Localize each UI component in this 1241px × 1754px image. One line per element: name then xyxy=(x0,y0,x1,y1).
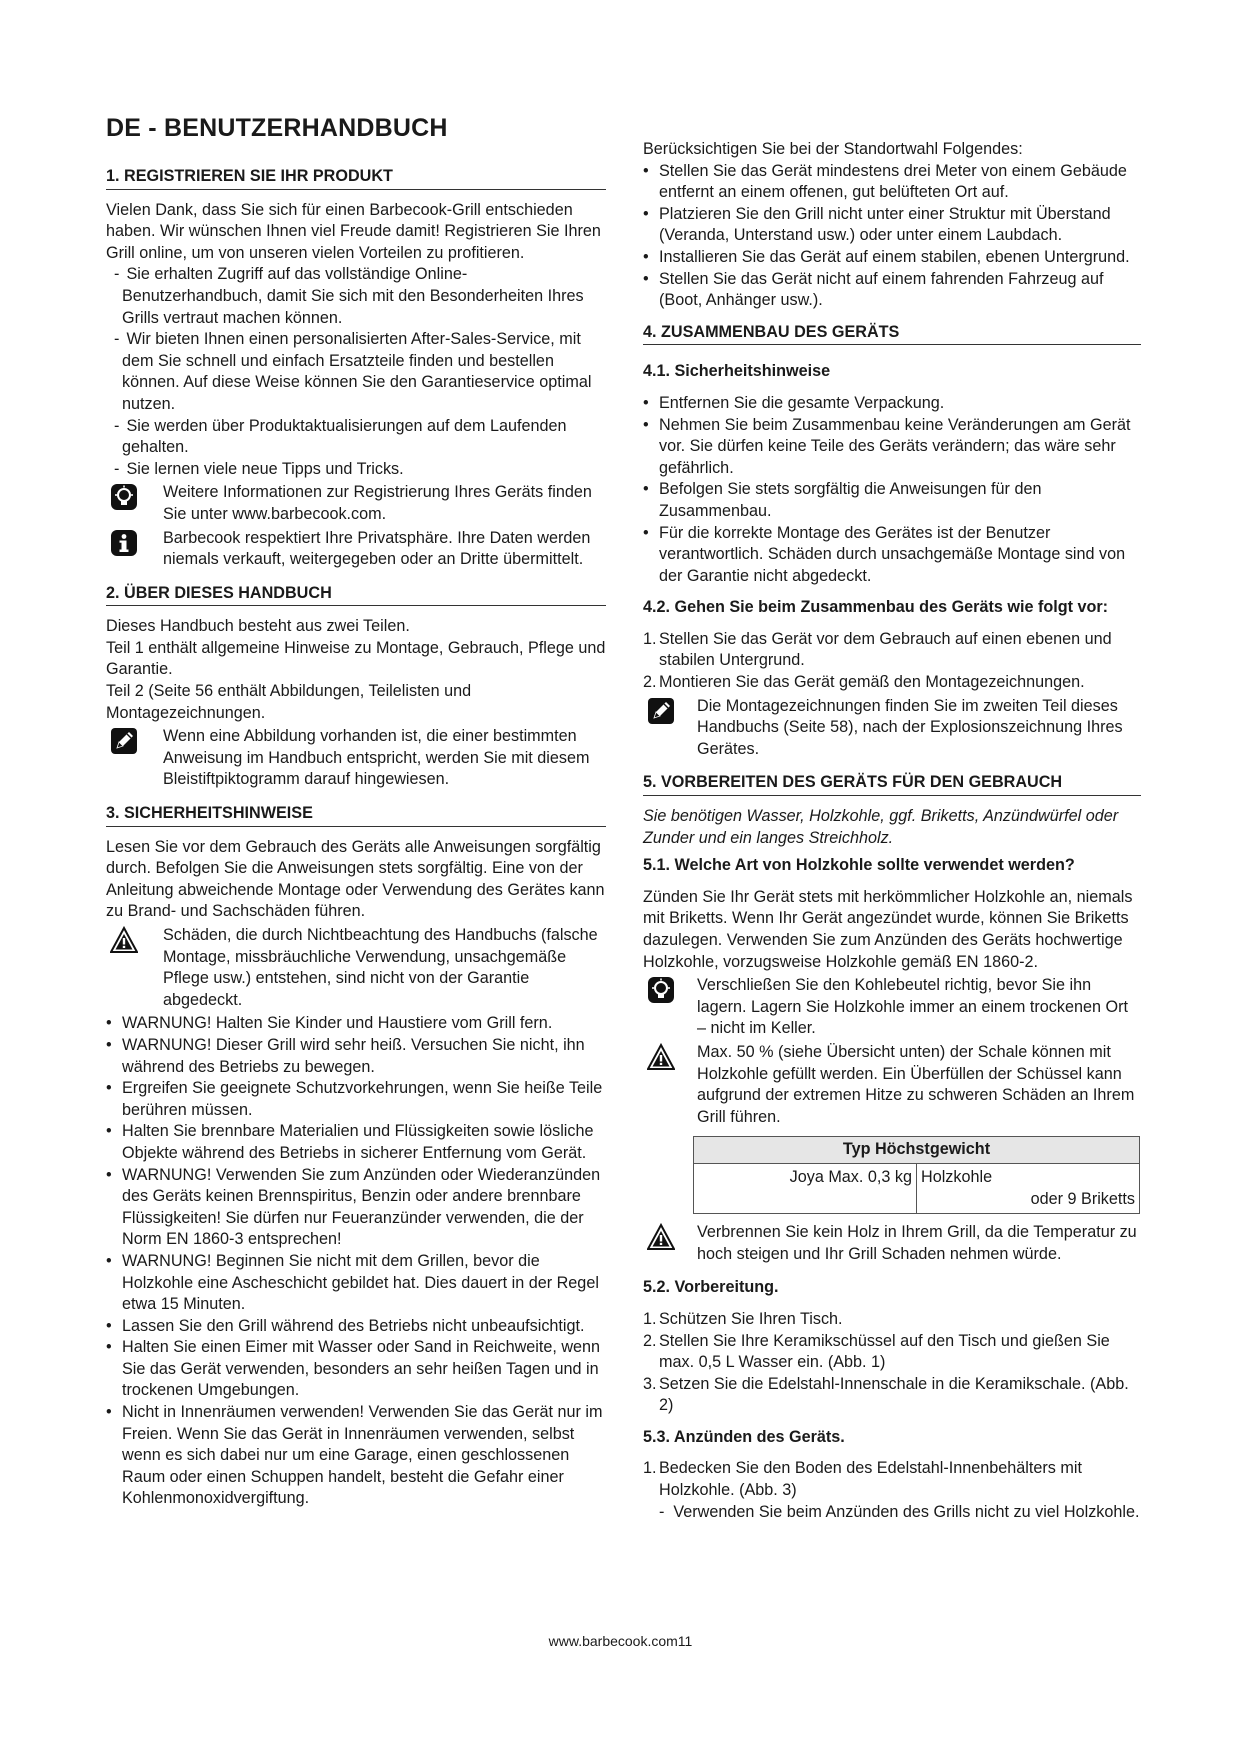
section-4-2-heading: 4.2. Gehen Sie beim Zusammenbau des Geräts wie folgt vor: xyxy=(643,598,1109,617)
sub-list-item: - Verwenden Sie beim Anzünden des Grills nicht zu viel Holzkohle. xyxy=(659,1502,1140,1521)
list-item: • Halten Sie brennbare Materialien und Flüssigkeiten sowie lösliche Objekte während des Betriebs in sicherer Entfernung vom Gerät. xyxy=(106,1122,594,1162)
section-5-2-heading: 5.2. Vorbereitung. xyxy=(643,1278,779,1297)
section-5-intro: Sie benötigen Wasser, Holzkohle, ggf. Briketts, Anzündwürfel oder Zunder und ein langes Streichholz. xyxy=(643,807,1119,847)
section-5-3-heading: 5.3. Anzünden des Geräts. xyxy=(643,1427,845,1446)
pencil-note: Wenn eine Abbildung vorhanden ist, die einer bestimmten Anweisung im Handbuch entspricht, werden Sie mit diesem Bleistiftpiktogramm darauf hingewiesen. xyxy=(106,726,606,791)
warning-note: Verbrennen Sie kein Holz in Ihrem Grill, da die Temperatur zu hoch steigen und Ihr Grill Schaden nehmen würde. xyxy=(643,1222,1141,1265)
list-item: • Halten Sie einen Eimer mit Wasser oder Sand in Reichweite, wenn Sie das Gerät verwenden, besonders an sehr heißen Tagen und in trockenen Umgebungen. xyxy=(106,1338,601,1400)
section-1-heading: 1. REGISTRIEREN SIE IHR PRODUKT xyxy=(106,166,606,190)
pencil-note: Die Montagezeichnungen finden Sie im zweiten Teil dieses Handbuchs (Seite 58), nach der Explosionszeichnung Ihres Gerätes. xyxy=(643,696,1141,761)
list-item: • Nehmen Sie beim Zusammenbau keine Veränderungen am Gerät vor. Sie dürfen keine Teile des Geräts verändern; das wäre sehr gefährlich. xyxy=(643,415,1131,477)
warning-icon xyxy=(647,1043,675,1071)
section-3-intro: Lesen Sie vor dem Gebrauch des Geräts alle Anweisungen sorgfältig durch. Befolgen Sie die Anweisungen stets sorgfältig. Eine von der Anleitung abweichende Montage oder Verwendung des Gerätes kann zu Brand- und Sachschäden führen. xyxy=(106,837,605,921)
list-item: • WARNUNG! Verwenden Sie zum Anzünden oder Wiederanzünden des Geräts keinen Brennspiritus, Benzin oder andere brennbare Flüssigkeiten! Sie dürfen nur Feueranzünder verwenden, die der Norm EN 1860-3 entsprechen! xyxy=(106,1165,601,1249)
charcoal-weight-table xyxy=(693,1136,1140,1214)
tip-note: Weitere Informationen zur Registrierung Ihres Geräts finden Sie unter www.barbecook.com. xyxy=(106,482,606,525)
section-2-heading: 2. ÜBER DIESES HANDBUCH xyxy=(106,583,606,607)
section-5-3-list xyxy=(643,1458,1141,1501)
list-item: 2. Montieren Sie das Gerät gemäß den Montagezeichnungen. xyxy=(643,673,1085,692)
section-5-1-text: Zünden Sie Ihr Gerät stets mit herkömmlicher Holzkohle an, niemals mit Briketts. Wenn Ihr Gerät angezündet wurde, können Sie Briketts dazulegen. Verwenden Sie zum Anzünden des Geräts hochwertige Holzkohle, vorzugsweise Holzkohle gemäß EN 1860-2. xyxy=(643,887,1133,971)
list-item: • Installieren Sie das Gerät auf einem stabilen, ebenen Untergrund. xyxy=(643,247,1130,266)
section-2-line: Teil 1 enthält allgemeine Hinweise zu Montage, Gebrauch, Pflege und Garantie. xyxy=(106,638,606,679)
section-2-line: Dieses Handbuch besteht aus zwei Teilen. xyxy=(106,617,410,636)
table-cell: Holzkohle oder 9 Briketts xyxy=(917,1163,1140,1213)
list-item: • Platzieren Sie den Grill nicht unter einer Struktur mit Überstand (Veranda, Unterstand usw.) oder unter einem Laubdach. xyxy=(643,204,1111,245)
section-3-heading: 3. SICHERHEITSHINWEISE xyxy=(106,803,606,827)
list-item: 3. Setzen Sie die Edelstahl-Innenschale in die Keramikschale. (Abb. 2) xyxy=(643,1374,1129,1415)
section-5-heading: 5. VORBEREITEN DES GERÄTS FÜR DEN GEBRAUCH xyxy=(643,772,1141,796)
lightbulb-icon xyxy=(647,976,675,1004)
page-footer: www.barbecook.com11 xyxy=(548,1633,693,1649)
tip-note: Verschließen Sie den Kohlebeutel richtig, bevor Sie ihn lagern. Lagern Sie Holzkohle immer an einem trockenen Ort – nicht im Keller. xyxy=(643,975,1141,1040)
list-item: • WARNUNG! Halten Sie Kinder und Haustiere vom Grill fern. xyxy=(106,1014,553,1033)
warning-icon xyxy=(110,926,138,954)
section-1-intro: Vielen Dank, dass Sie sich für einen Barbecook-Grill entschieden haben. Wir wünschen Ihnen viel Freude damit! Registrieren Sie Ihren Grill online, um von unseren vielen Vorteilen zu profitieren. xyxy=(106,200,601,262)
section-5-1-heading: 5.1. Welche Art von Holzkohle sollte verwendet werden? xyxy=(643,856,1075,875)
section-4-1-heading: 4.1. Sicherheitshinweise xyxy=(643,362,831,381)
left-column xyxy=(106,166,606,1510)
list-item: • WARNUNG! Beginnen Sie nicht mit dem Grillen, bevor die Holzkohle eine Ascheschicht gebildet hat. Dies dauert in der Regel etwa 15 Minuten. xyxy=(106,1251,599,1314)
list-item: 2. Stellen Sie Ihre Keramikschüssel auf den Tisch und gießen Sie max. 0,5 L Wasser ein. (Abb. 1) xyxy=(643,1331,1110,1372)
section-4-1-list xyxy=(643,393,1141,587)
warning-note: Schäden, die durch Nichtbeachtung des Handbuchs (falsche Montage, missbräuchliche Verwendung, unsachgemäße Pflege usw.) entstehen, sind nicht von der Garantie abgedeckt. xyxy=(106,925,606,1011)
list-item: - Wir bieten Ihnen einen personalisierten After-Sales-Service, mit dem Sie schnell und einfach Ersatzteile finden und bestellen können. Auf diese Weise können Sie den Garantieservice optimal nutzen. xyxy=(114,330,592,413)
section-1-list xyxy=(106,264,606,480)
list-item: 1. Stellen Sie das Gerät vor dem Gebrauch auf einen ebenen und stabilen Untergrund. xyxy=(643,629,1112,670)
table-cell: Joya Max. 0,3 kg xyxy=(694,1163,917,1213)
warning-icon xyxy=(647,1223,675,1251)
table-row xyxy=(694,1163,1140,1213)
section-2-line: Teil 2 (Seite 56 enthält Abbildungen, Teilelisten und Montagezeichnungen. xyxy=(106,682,472,722)
section-4-heading: 4. ZUSAMMENBAU DES GERÄTS xyxy=(643,322,1141,346)
location-intro: Berücksichtigen Sie bei der Standortwahl Folgendes: xyxy=(643,140,1023,158)
list-item: • Entfernen Sie die gesamte Verpackung. xyxy=(643,393,945,412)
info-icon xyxy=(110,529,138,557)
warning-note: Max. 50 % (siehe Übersicht unten) der Schale können mit Holzkohle gefüllt werden. Ein Überfüllen der Schüssel kann aufgrund der extremen Hitze zu schweren Schäden an Ihrem Grill führen. xyxy=(643,1042,1141,1128)
list-item: - Sie lernen viele neue Tipps und Tricks. xyxy=(114,459,404,478)
list-item: • Nicht in Innenräumen verwenden! Verwenden Sie das Gerät nur im Freien. Wenn Sie das Gerät in Innenräumen verwenden, selbst wenn es sich dabei nur um eine Garage, einen geschlossenen Raum oder einen Schuppen handelt, besteht die Gefahr einer Kohlenmonoxidvergiftung. xyxy=(106,1403,603,1508)
table-header: Typ Höchstgewicht xyxy=(694,1137,1140,1164)
list-item: • Lassen Sie den Grill während des Betriebs nicht unbeaufsichtigt. xyxy=(106,1316,585,1335)
info-note: Barbecook respektiert Ihre Privatsphäre. Ihre Daten werden niemals verkauft, weitergegeben oder an Dritte übermittelt. xyxy=(106,528,606,571)
pencil-icon xyxy=(110,727,138,755)
section-3-list xyxy=(106,1013,606,1510)
list-item: • Befolgen Sie stets sorgfältig die Anweisungen für den Zusammenbau. xyxy=(643,480,1042,520)
list-item: • Für die korrekte Montage des Gerätes ist der Benutzer verantwortlich. Schäden durch unsachgemäße Montage sind von der Garantie nicht abgedeckt. xyxy=(643,523,1126,585)
lightbulb-icon xyxy=(110,483,138,511)
right-column xyxy=(643,139,1141,1523)
list-item: - Sie erhalten Zugriff auf das vollständige Online-Benutzerhandbuch, damit Sie sich mit den Besonderheiten Ihres Grills vertraut machen können. xyxy=(114,265,584,327)
list-item: • WARNUNG! Dieser Grill wird sehr heiß. Versuchen Sie nicht, ihn während des Betriebs zu bewegen. xyxy=(106,1035,585,1076)
list-item: - Sie werden über Produktaktualisierungen auf dem Laufenden gehalten. xyxy=(114,416,567,457)
page-title: DE - BENUTZERHANDBUCH xyxy=(106,114,448,142)
section-4-2-list xyxy=(643,629,1141,694)
list-item: 1. Schützen Sie Ihren Tisch. xyxy=(643,1309,843,1328)
location-list xyxy=(643,161,1141,312)
list-item: • Stellen Sie das Gerät nicht auf einem fahrenden Fahrzeug auf (Boot, Anhänger usw.). xyxy=(643,269,1104,310)
section-5-2-list xyxy=(643,1309,1141,1417)
list-item: 1. Bedecken Sie den Boden des Edelstahl-Innenbehälters mit Holzkohle. (Abb. 3) xyxy=(643,1459,1082,1500)
pencil-icon xyxy=(647,697,675,725)
list-item: • Stellen Sie das Gerät mindestens drei Meter von einem Gebäude entfernt an einem offenen, gut belüfteten Ort auf. xyxy=(643,161,1127,202)
list-item: • Ergreifen Sie geeignete Schutzvorkehrungen, wenn Sie heiße Teile berühren müssen. xyxy=(106,1079,603,1119)
